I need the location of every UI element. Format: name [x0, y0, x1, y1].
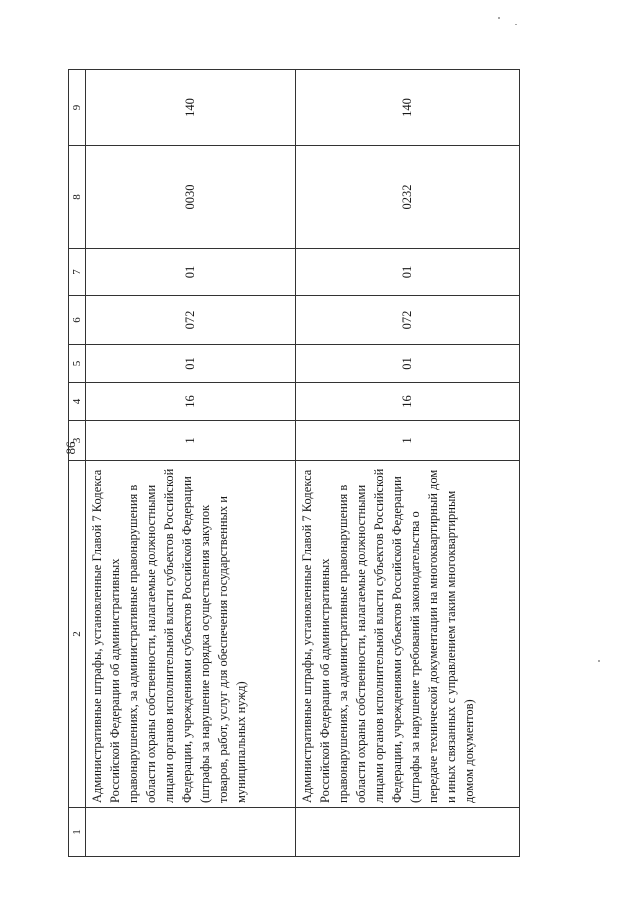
- table-row: [86, 70, 296, 857]
- description-cell: Административные штрафы, установленные Главой 7 Кодекса Российской Федерации об административных правонарушениях, за административные правонарушения в области охраны собственности, налагаемые должностными лицами органов исполнительной власти субъектов Российской Федерации, учреждениями субъектов Российской Федерации (штрафы за нарушение требований законодательства о передаче технической документации на многоквартирный дом и иных связанных с управлением таким многоквартирным домом документов): [296, 461, 520, 808]
- column-header: 6: [69, 296, 86, 345]
- column-header: 7: [69, 249, 86, 296]
- page-number: 86: [63, 441, 78, 455]
- code-cell: 1: [296, 421, 520, 461]
- row-number-cell: [296, 808, 520, 857]
- column-header: 1: [69, 808, 86, 857]
- code-cell: 01: [86, 249, 296, 296]
- table-row: [296, 70, 520, 857]
- header-row: [69, 70, 86, 857]
- code-cell: 16: [296, 383, 520, 421]
- scan-speck: [598, 660, 600, 662]
- code-cell: 01: [86, 345, 296, 383]
- rotated-table-container: [68, 70, 520, 857]
- code-cell: 0232: [296, 146, 520, 249]
- code-cell: 072: [86, 296, 296, 345]
- code-cell: 01: [296, 345, 520, 383]
- code-cell: 072: [296, 296, 520, 345]
- column-header: 8: [69, 146, 86, 249]
- code-cell: 1: [86, 421, 296, 461]
- code-cell: 16: [86, 383, 296, 421]
- scan-speck: [515, 24, 517, 25]
- column-header: 5: [69, 345, 86, 383]
- scan-speck: [498, 17, 500, 19]
- row-number-cell: [86, 808, 296, 857]
- code-cell: 140: [86, 70, 296, 146]
- description-cell: Административные штрафы, установленные Главой 7 Кодекса Российской Федерации об административных правонарушениях, за административные правонарушения в области охраны собственности, налагаемые должностными лицами органов исполнительной власти субъектов Российской Федерации, учреждениями субъектов Российской Федерации (штрафы за нарушение порядка осуществления закупок товаров, работ, услуг для обеспечения государственных и муниципальных нужд): [86, 461, 296, 808]
- column-header: 3: [69, 421, 86, 461]
- code-cell: 0030: [86, 146, 296, 249]
- column-header: 2: [69, 461, 86, 808]
- code-cell: 140: [296, 70, 520, 146]
- column-header: 9: [69, 70, 86, 146]
- code-cell: 01: [296, 249, 520, 296]
- budget-classification-table: [68, 69, 520, 857]
- column-header: 4: [69, 383, 86, 421]
